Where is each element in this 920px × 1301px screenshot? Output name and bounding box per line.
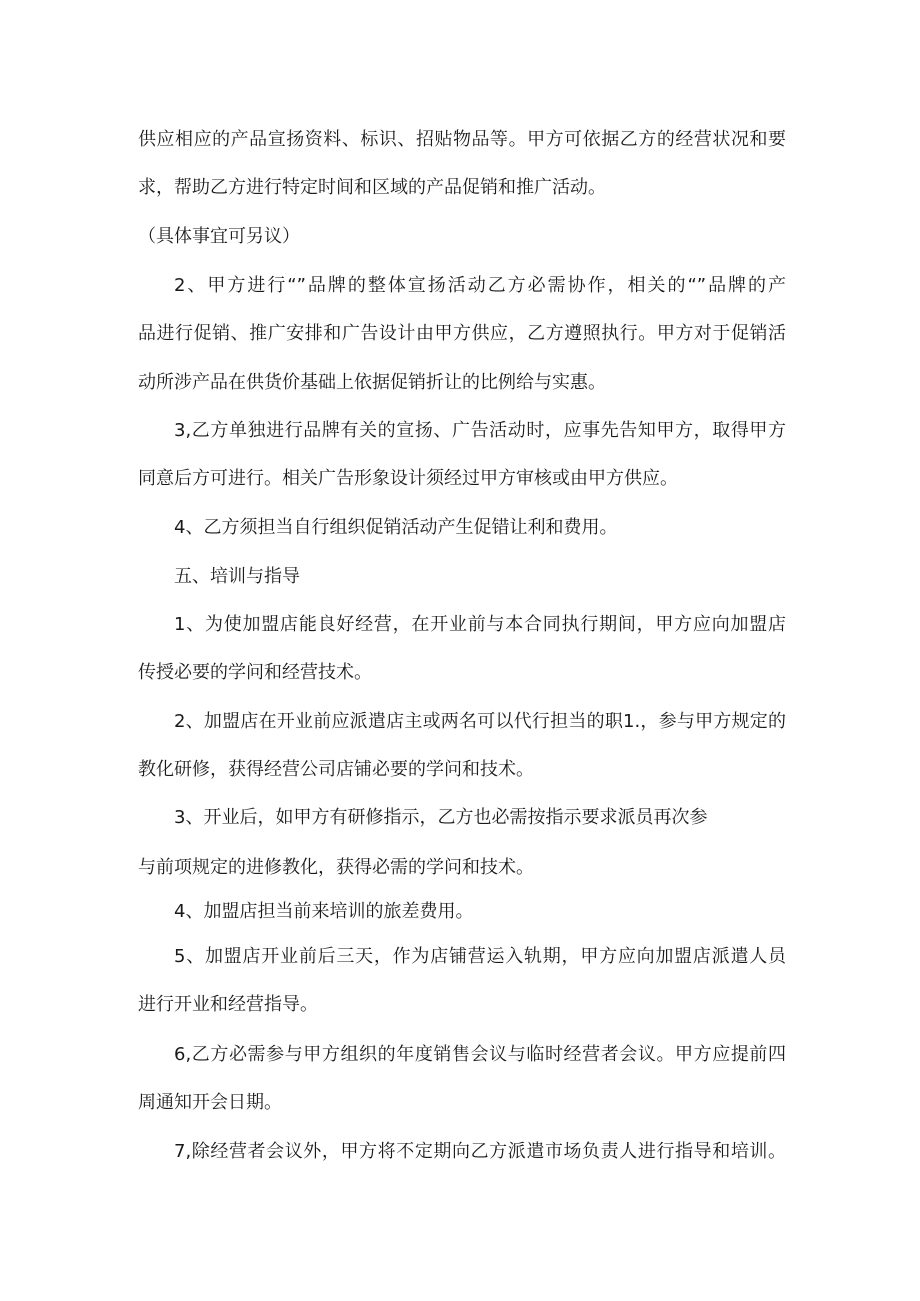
text-line: 5、加盟店开业前后三天，作为店铺营运入轨期，甲方应向加盟店派遣人员 [174,946,786,967]
text-line: 2、加盟店在开业前应派遣店主或两名可以代行担当的职1.，参与甲方规定的 [174,711,786,732]
text-line: 4、加盟店担当前来培训的旅差费用。 [174,901,474,922]
text-line: 1、为使加盟店能良好经营，在开业前与本合同执行期间，甲方应向加盟店 [174,614,786,635]
text-line: 3、开业后，如甲方有研修指示，乙方也必需按指示要求派员再次参 [174,807,708,828]
text-line: 传授必要的学问和经营技术。 [138,662,372,683]
text-line: 供应相应的产品宣扬资料、标识、招贴物品等。甲方可依据乙方的经营状况和要 [138,129,786,150]
text-line: 6,乙方必需参与甲方组织的年度销售会议与临时经营者会议。甲方应提前四 [174,1044,786,1065]
text-line: 3,乙方单独进行品牌有关的宣扬、广告活动时，应事先告知甲方，取得甲方 [174,420,786,441]
text-line: 教化研修，获得经营公司店铺必要的学问和技术。 [138,759,534,780]
text-line: 与前项规定的进修教化，获得必需的学问和技术。 [138,857,534,878]
text-line: 品进行促销、推广安排和广告设计由甲方供应，乙方遵照执行。甲方对于促销活 [138,323,786,344]
text-line: 求，帮助乙方进行特定时间和区域的产品促销和推广活动。 [138,177,606,198]
text-line: （具体事宜可另议） [138,226,300,247]
text-line: 2、甲方进行“”品牌的整体宣扬活动乙方必需协作，相关的“”品牌的产 [174,275,786,296]
text-line: 进行开业和经营指导。 [138,994,318,1015]
text-line: 同意后方可进行。相关广告形象设计须经过甲方审核或由甲方供应。 [138,468,678,489]
text-line: 动所涉产品在供货价基础上依据促销折让的比例给与实惠。 [138,372,606,393]
text-line: 7,除经营者会议外，甲方将不定期向乙方派遣市场负责人进行指导和培训。 [174,1141,786,1162]
section-heading: 五、培训与指导 [174,566,300,587]
text-line: 4、乙方须担当自行组织促销活动产生促错让利和费用。 [174,517,618,538]
text-line: 周通知开会日期。 [138,1092,282,1113]
